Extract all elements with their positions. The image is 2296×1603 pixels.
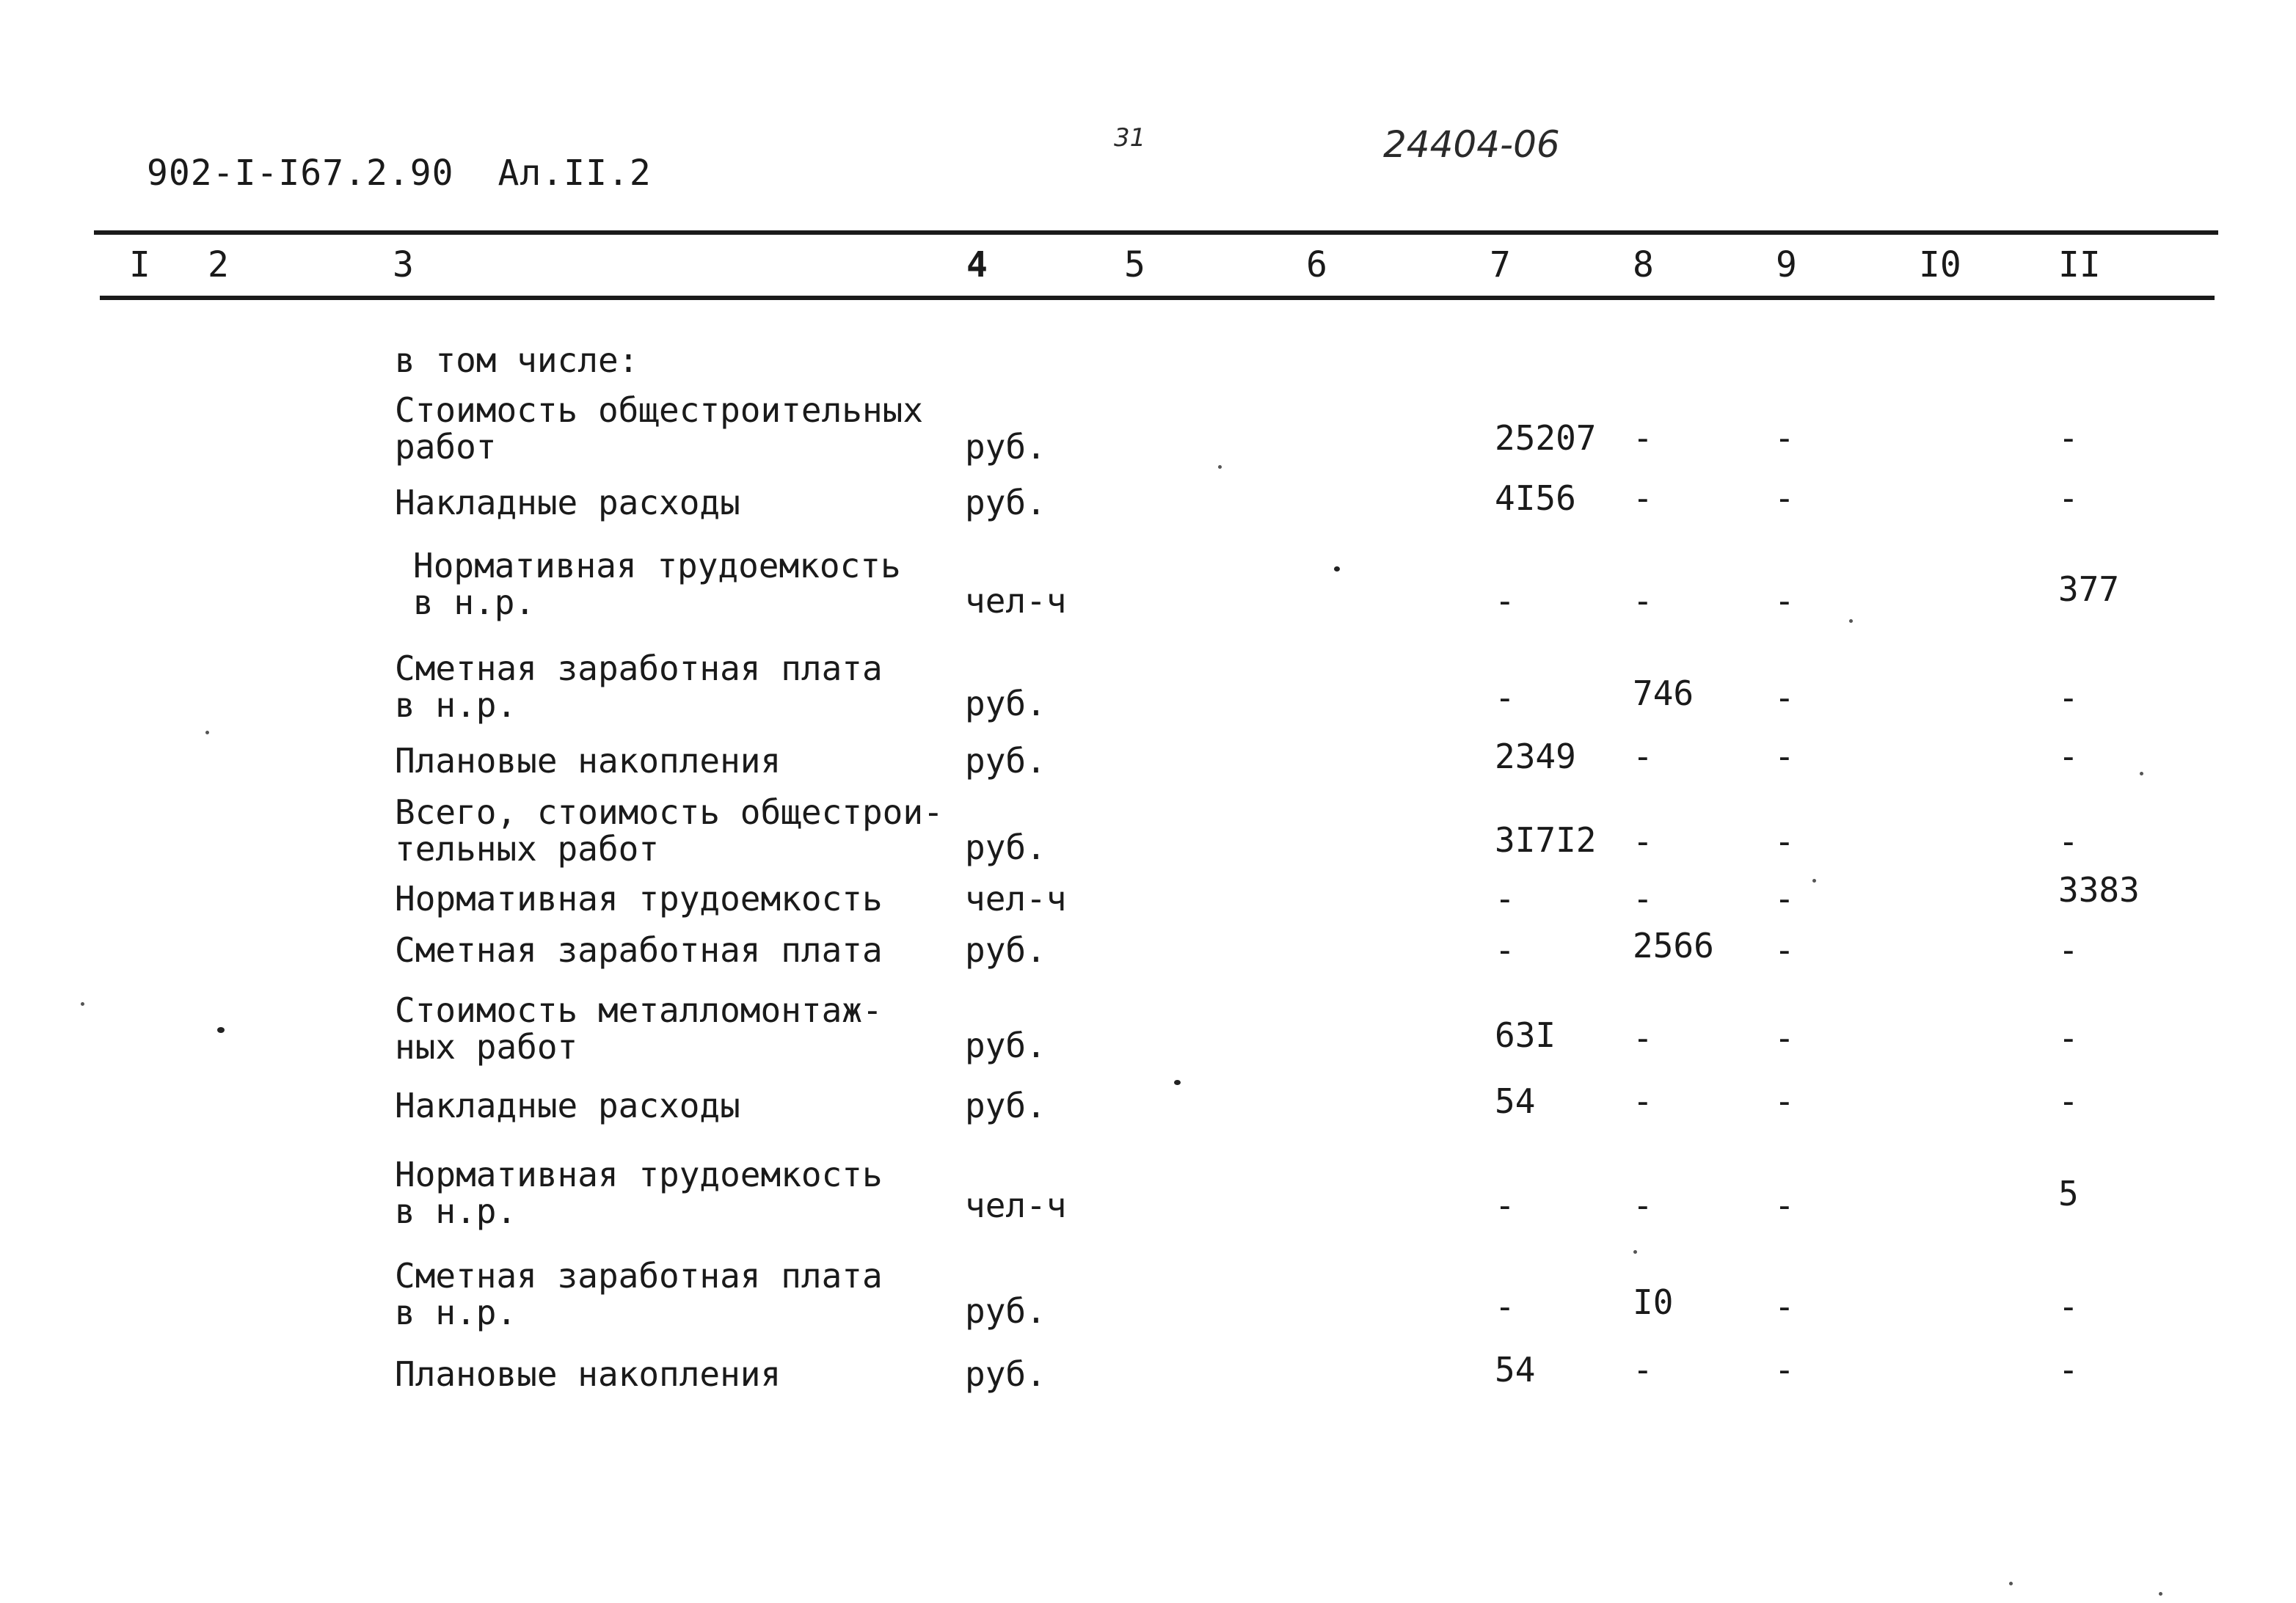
col11-cell: - bbox=[2058, 678, 2079, 717]
col11-cell: - bbox=[2058, 1350, 2079, 1390]
row-name-line: Стоимость общестроительных bbox=[395, 390, 924, 430]
row-name-line: Нормативная трудоемкость bbox=[395, 1155, 883, 1194]
col8-cell: - bbox=[1633, 1186, 1653, 1225]
col7-cell: - bbox=[1495, 1186, 1515, 1225]
row-name bbox=[413, 547, 901, 621]
row-name bbox=[395, 794, 944, 867]
row-name-line: Накладные расходы bbox=[395, 483, 740, 522]
col9-cell: - bbox=[1774, 879, 1795, 919]
row-name bbox=[395, 880, 883, 917]
col9-cell: - bbox=[1774, 1287, 1795, 1326]
table-row bbox=[0, 792, 2296, 869]
column-number-3: 3 bbox=[393, 244, 414, 285]
row-name bbox=[395, 1356, 781, 1392]
col11-cell: - bbox=[2058, 1287, 2079, 1326]
col8-cell: - bbox=[1633, 1018, 1653, 1058]
column-number-5: 5 bbox=[1124, 244, 1145, 285]
table-row bbox=[0, 737, 2296, 801]
row-name bbox=[395, 342, 638, 379]
scan-speck bbox=[1174, 1080, 1181, 1085]
row-name-line: Накладные расходы bbox=[395, 1086, 740, 1125]
scan-speck bbox=[1218, 465, 1222, 469]
col8-cell: I0 bbox=[1633, 1282, 1674, 1322]
table-row bbox=[0, 1350, 2296, 1414]
table-row bbox=[0, 1256, 2296, 1332]
scan-speck bbox=[1849, 619, 1853, 623]
column-number-6: 6 bbox=[1306, 244, 1327, 285]
unit-cell: руб. bbox=[965, 427, 1046, 467]
col11-cell: - bbox=[2058, 1018, 2079, 1058]
col7-cell: - bbox=[1495, 678, 1515, 717]
row-name-line: Сметная заработная плата bbox=[395, 1256, 883, 1296]
unit-cell: руб. bbox=[965, 1354, 1046, 1394]
unit-cell: руб. bbox=[965, 828, 1046, 867]
col9-cell: - bbox=[1774, 581, 1795, 621]
row-name bbox=[395, 484, 740, 521]
column-number-8: 8 bbox=[1633, 244, 1654, 285]
column-number-7: 7 bbox=[1490, 244, 1511, 285]
table-row bbox=[0, 478, 2296, 543]
table-row bbox=[0, 546, 2296, 622]
row-name-line: в н.р. bbox=[395, 1293, 517, 1332]
col7-cell: - bbox=[1495, 1287, 1515, 1326]
scan-speck bbox=[1812, 879, 1816, 883]
col7-cell: 54 bbox=[1495, 1350, 1536, 1390]
table-row bbox=[0, 1081, 2296, 1146]
row-name-line: Плановые накопления bbox=[395, 1354, 781, 1394]
col9-cell: - bbox=[1774, 1018, 1795, 1058]
unit-cell: руб. bbox=[965, 1086, 1046, 1125]
row-name bbox=[395, 650, 883, 723]
col11-cell: 377 bbox=[2058, 569, 2120, 609]
album-number: Ал.II.2 bbox=[498, 153, 652, 194]
col8-cell: 746 bbox=[1633, 673, 1694, 713]
col8-cell: - bbox=[1633, 1081, 1653, 1121]
column-number-2: 2 bbox=[208, 244, 229, 285]
col7-cell: 25207 bbox=[1495, 418, 1597, 458]
row-name-line: Плановые накопления bbox=[395, 741, 781, 781]
scan-speck bbox=[1334, 566, 1340, 572]
scan-speck bbox=[2159, 1592, 2162, 1596]
col11-cell: - bbox=[2058, 737, 2079, 776]
unit-cell: руб. bbox=[965, 741, 1046, 781]
column-number-11: II bbox=[2058, 244, 2101, 285]
scan-speck bbox=[205, 731, 209, 734]
col8-cell: - bbox=[1633, 879, 1653, 919]
column-number-10: I0 bbox=[1919, 244, 1961, 285]
col7-cell: 3I7I2 bbox=[1495, 820, 1597, 860]
table-row bbox=[0, 870, 2296, 939]
unit-cell: руб. bbox=[965, 483, 1046, 522]
row-name-line: ных работ bbox=[395, 1027, 578, 1067]
table-header-rule bbox=[100, 296, 2215, 300]
row-name bbox=[395, 992, 883, 1065]
row-name-line: Всего, стоимость общестрои- bbox=[395, 792, 944, 832]
col8-cell: - bbox=[1633, 737, 1653, 776]
col9-cell: - bbox=[1774, 678, 1795, 717]
doc-code: 902-I-I67.2.90 bbox=[147, 153, 454, 194]
table-top-rule bbox=[94, 230, 2218, 235]
scan-speck bbox=[1633, 1250, 1637, 1254]
scan-speck bbox=[2009, 1582, 2013, 1585]
col9-cell: - bbox=[1774, 1350, 1795, 1390]
row-name-line: в н.р. bbox=[395, 1191, 517, 1231]
unit-cell: руб. bbox=[965, 684, 1046, 723]
unit-cell: чел-ч bbox=[965, 879, 1067, 919]
scan-speck bbox=[81, 1002, 84, 1006]
row-name-line: Сметная заработная плата bbox=[395, 649, 883, 688]
unit-cell: руб. bbox=[965, 1026, 1046, 1065]
row-name bbox=[395, 1087, 740, 1124]
table-row bbox=[0, 649, 2296, 725]
col7-cell: - bbox=[1495, 930, 1515, 970]
table-row bbox=[0, 390, 2296, 467]
col8-cell: - bbox=[1633, 581, 1653, 621]
unit-cell: руб. bbox=[965, 1291, 1046, 1331]
col9-cell: - bbox=[1774, 418, 1795, 458]
row-name-line: работ bbox=[395, 427, 497, 467]
handwritten-number: 24404-06 bbox=[1383, 123, 1560, 166]
table-row bbox=[0, 990, 2296, 1067]
row-name bbox=[395, 392, 923, 465]
col7-cell: 54 bbox=[1495, 1081, 1536, 1121]
unit-cell: чел-ч bbox=[965, 1186, 1067, 1225]
col7-cell: - bbox=[1495, 879, 1515, 919]
col7-cell: 63I bbox=[1495, 1015, 1556, 1055]
row-name bbox=[395, 742, 781, 779]
col7-cell: 4I56 bbox=[1495, 478, 1576, 518]
col11-cell: 3383 bbox=[2058, 870, 2140, 910]
col7-cell: - bbox=[1495, 581, 1515, 621]
col11-cell: - bbox=[2058, 822, 2079, 861]
col8-cell: - bbox=[1633, 478, 1653, 518]
row-name bbox=[395, 1257, 883, 1331]
row-name bbox=[395, 932, 883, 968]
row-name bbox=[395, 1156, 883, 1230]
row-name-line: Сметная заработная плата bbox=[395, 930, 883, 970]
row-name-line: Стоимость металломонтаж- bbox=[395, 990, 883, 1030]
row-name-line: в том числе: bbox=[395, 340, 639, 380]
row-name-line: тельных работ bbox=[395, 829, 660, 869]
col11-cell: - bbox=[2058, 930, 2079, 970]
col11-cell: - bbox=[2058, 1081, 2079, 1121]
unit-cell: руб. bbox=[965, 930, 1046, 970]
col8-cell: - bbox=[1633, 1350, 1653, 1390]
row-name-line: Нормативная трудоемкость bbox=[395, 879, 883, 919]
col9-cell: - bbox=[1774, 1081, 1795, 1121]
col11-cell: 5 bbox=[2058, 1174, 2079, 1213]
col9-cell: - bbox=[1774, 478, 1795, 518]
document-code bbox=[147, 153, 652, 194]
col8-cell: 2566 bbox=[1633, 926, 1714, 965]
col9-cell: - bbox=[1774, 930, 1795, 970]
table-row bbox=[0, 1155, 2296, 1231]
col9-cell: - bbox=[1774, 822, 1795, 861]
col8-cell: - bbox=[1633, 822, 1653, 861]
col8-cell: - bbox=[1633, 418, 1653, 458]
row-name-line: Нормативная трудоемкость bbox=[413, 546, 901, 585]
handwritten-mark: 31 bbox=[1114, 123, 1146, 153]
column-number-4: 4 bbox=[966, 244, 988, 285]
scan-speck bbox=[217, 1027, 225, 1033]
column-number-9: 9 bbox=[1776, 244, 1797, 285]
scan-speck bbox=[2140, 772, 2143, 775]
col11-cell: - bbox=[2058, 478, 2079, 518]
col9-cell: - bbox=[1774, 1186, 1795, 1225]
col7-cell: 2349 bbox=[1495, 737, 1576, 776]
column-number-1: I bbox=[129, 244, 150, 285]
row-name-line: в н.р. bbox=[413, 583, 536, 622]
table-row bbox=[0, 926, 2296, 990]
row-name-line: в н.р. bbox=[395, 685, 517, 725]
col9-cell: - bbox=[1774, 737, 1795, 776]
unit-cell: чел-ч bbox=[965, 581, 1067, 621]
col11-cell: - bbox=[2058, 418, 2079, 458]
